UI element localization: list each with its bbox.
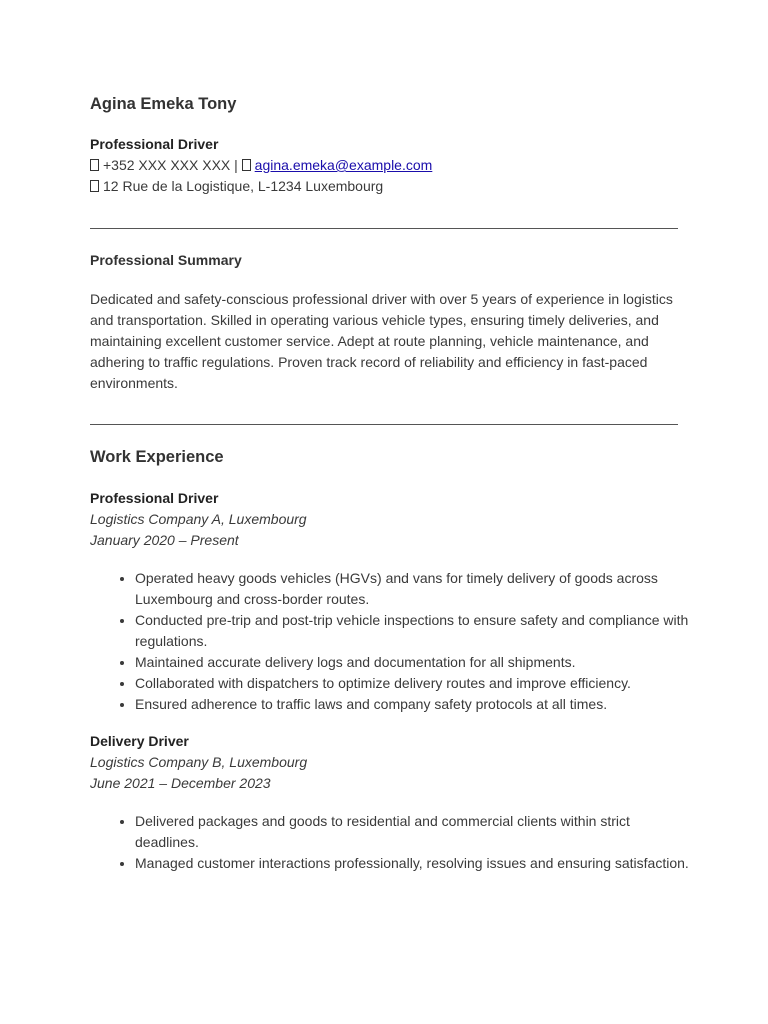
job-entry bbox=[90, 488, 690, 715]
list-item: • Delivered packages and goods to residential and commercial clients within strict deadlines. bbox=[135, 811, 690, 853]
work-experience-heading: Work Experience bbox=[90, 448, 224, 466]
contact-block bbox=[90, 134, 432, 197]
job-company: Logistics Company A, Luxembourg bbox=[90, 511, 307, 527]
job-company: Logistics Company B, Luxembourg bbox=[90, 754, 308, 770]
contact-line-address bbox=[90, 176, 432, 197]
list-item: • Managed customer interactions professionally, resolving issues and ensuring satisfaction. bbox=[135, 853, 690, 874]
list-item: • Operated heavy goods vehicles (HGVs) and vans for timely delivery of goods across Luxembourg and cross-border routes. bbox=[135, 568, 690, 610]
email-icon bbox=[242, 159, 251, 171]
address-text: 12 Rue de la Logistique, L-1234 Luxembourg bbox=[103, 178, 384, 194]
contact-job-title: Professional Driver bbox=[90, 136, 219, 152]
job-dates: June 2021 – December 2023 bbox=[90, 775, 271, 791]
job-bullet-list bbox=[90, 568, 690, 715]
job-dates: January 2020 – Present bbox=[90, 532, 239, 548]
job-title: Delivery Driver bbox=[90, 733, 189, 749]
list-item: • Collaborated with dispatchers to optimize delivery routes and improve efficiency. bbox=[135, 673, 690, 694]
location-icon bbox=[90, 180, 99, 192]
summary-text: Dedicated and safety-conscious professional driver with over 5 years of experience in logistics and transportation. Skilled in operating various vehicle types, ensuring timely deliveries, and maintaining excellent customer service. Adept at route planning, vehicle maintenance, and adhering to traffic regulations. Proven track record of reliability and efficiency in fast-paced environments. bbox=[90, 291, 673, 391]
job-entry bbox=[90, 731, 690, 874]
list-item: • Ensured adherence to traffic laws and company safety protocols at all times. bbox=[135, 694, 690, 715]
phone-number: +352 XXX XXX XXX bbox=[103, 157, 231, 173]
contact-separator: | bbox=[230, 157, 242, 173]
summary-heading: Professional Summary bbox=[90, 252, 242, 268]
email-link[interactable]: agina.emeka@example.com bbox=[254, 157, 433, 173]
contact-line-phone-email bbox=[90, 155, 432, 176]
job-bullet-list bbox=[90, 811, 690, 874]
phone-icon bbox=[90, 159, 99, 171]
list-item: • Conducted pre-trip and post-trip vehicle inspections to ensure safety and compliance with regulations. bbox=[135, 610, 690, 652]
section-divider bbox=[90, 424, 678, 425]
list-item: • Maintained accurate delivery logs and documentation for all shipments. bbox=[135, 652, 690, 673]
job-title: Professional Driver bbox=[90, 490, 219, 506]
candidate-name: Agina Emeka Tony bbox=[90, 95, 237, 113]
section-divider bbox=[90, 228, 678, 229]
